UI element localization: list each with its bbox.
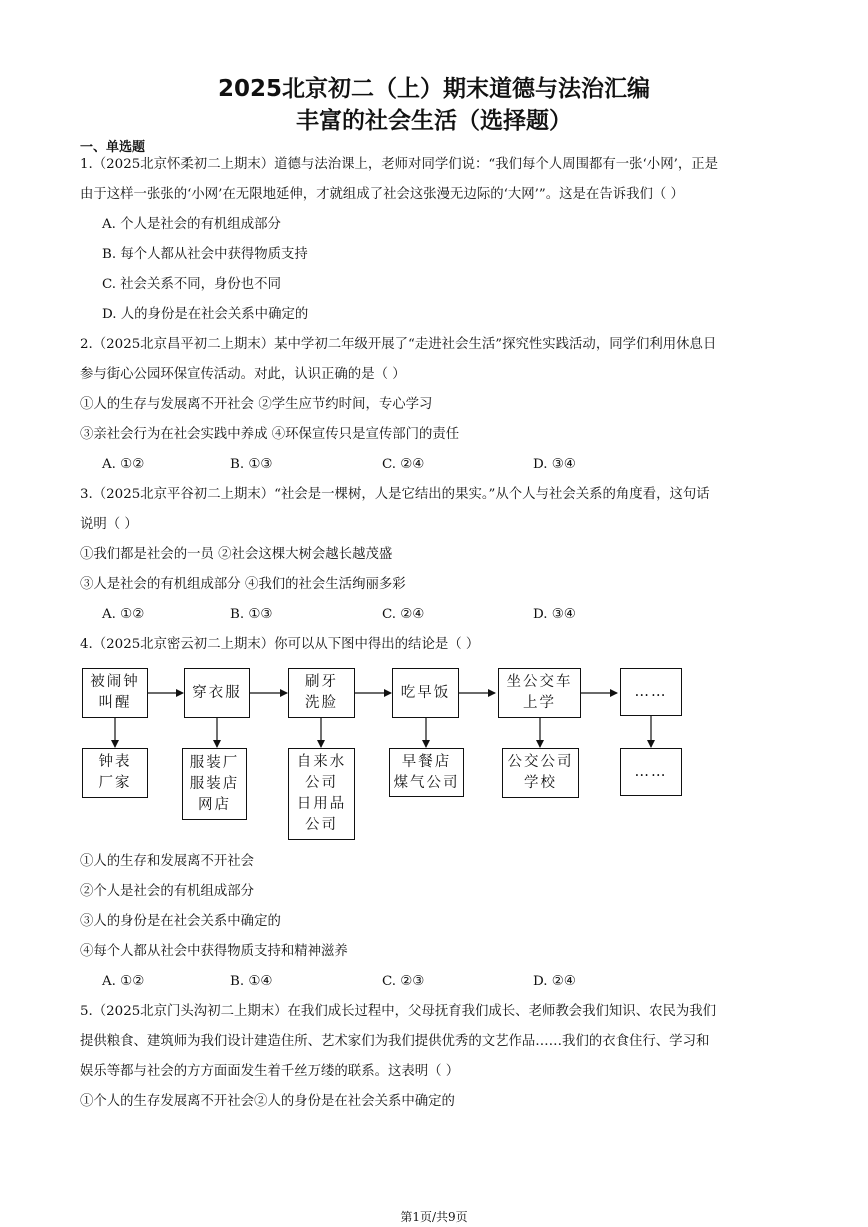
diagram-step-brush: 刷牙 洗脸	[288, 668, 355, 718]
document-subtitle: 丰富的社会生活（选择题）	[296, 108, 572, 134]
q4-statement-line: ②个人是社会的有机组成部分	[80, 884, 255, 899]
q4-option-d: D. ②④	[533, 974, 576, 989]
q1-stem-line: 由于这样一张张的‘小网’在无限地延伸，才就组成了社会这张漫无边际的‘大网’”。这是在告诉我们（ ）	[80, 187, 684, 202]
q2-option-c: C. ②④	[382, 457, 425, 472]
q4-option-a: A. ①②	[102, 974, 145, 989]
q2-stem-line: 参与街心公园环保宣传活动。对此，认识正确的是（ ）	[80, 367, 406, 382]
q3-statement-line: ①我们都是社会的一员 ②社会这棵大树会越长越茂盛	[80, 547, 393, 562]
q1-option-d: D. 人的身份是在社会关系中确定的	[102, 307, 309, 322]
page-number: 第1页/共9页	[400, 1210, 468, 1224]
diagram-provider-transit: 公交公司 学校	[502, 748, 579, 798]
q4-stem-line: 4.（2025北京密云初二上期末）你可以从下图中得出的结论是（ ）	[80, 637, 480, 652]
q2-statement-line: ③亲社会行为在社会实践中养成 ④环保宣传只是宣传部门的责任	[80, 427, 460, 442]
q5-stem-line: 娱乐等都与社会的方方面面发生着千丝万缕的联系。这表明（ ）	[80, 1064, 460, 1079]
diagram-provider-clothing: 服装厂 服装店 网店	[182, 748, 247, 820]
q4-option-c: C. ②③	[382, 974, 425, 989]
q1-option-b: B. 每个人都从社会中获得物质支持	[102, 247, 308, 262]
q3-statement-line: ③人是社会的有机组成部分 ④我们的社会生活绚丽多彩	[80, 577, 406, 592]
q5-stem-line: 提供粮食、建筑师为我们设计建造住所、艺术家们为我们提供优秀的文艺作品……我们的衣食住行、学习和	[80, 1034, 710, 1049]
q1-option-a: A. 个人是社会的有机组成部分	[102, 217, 281, 232]
q3-option-c: C. ②④	[382, 607, 425, 622]
diagram-step-breakfast: 吃早饭	[392, 668, 459, 718]
section-heading: 一、单选题	[80, 140, 146, 155]
q4-statement-line: ③人的身份是在社会关系中确定的	[80, 914, 281, 929]
diagram-step-alarm: 被闹钟 叫醒	[82, 668, 148, 718]
q2-statement-line: ①人的生存与发展离不开社会 ②学生应节约时间，专心学习	[80, 397, 433, 412]
document-title: 2025北京初二（上）期末道德与法治汇编	[217, 76, 650, 102]
q1-stem-line: 1.（2025北京怀柔初二上期末）道德与法治课上，老师对同学们说：“我们每个人周围都有一张‘小网’，正是	[80, 157, 719, 172]
q3-stem-line: 3.（2025北京平谷初二上期末）“社会是一棵树，人是它结出的果实。”从个人与社会关系的角度看，这句话	[80, 487, 710, 502]
diagram-step-dress: 穿衣服	[184, 668, 250, 718]
q4-option-b: B. ①④	[230, 974, 273, 989]
q3-option-b: B. ①③	[230, 607, 273, 622]
diagram-provider-water: 自来水 公司 日用品 公司	[288, 748, 355, 840]
diagram-provider-food: 早餐店 煤气公司	[389, 748, 464, 797]
q5-stem-line: 5.（2025北京门头沟初二上期末）在我们成长过程中，父母抚育我们成长、老师教会我们知识、农民为我们	[80, 1004, 717, 1019]
q2-option-a: A. ①②	[102, 457, 145, 472]
diagram-provider-clock: 钟表 厂家	[82, 748, 148, 798]
q3-option-a: A. ①②	[102, 607, 145, 622]
q3-option-d: D. ③④	[533, 607, 576, 622]
diagram-provider-more: ……	[620, 748, 682, 796]
q1-option-c: C. 社会关系不同，身份也不同	[102, 277, 281, 292]
diagram-step-bus: 坐公交车 上学	[498, 668, 581, 718]
diagram-step-more: ……	[620, 668, 682, 716]
q2-stem-line: 2.（2025北京昌平初二上期末）某中学初二年级开展了“走进社会生活”探究性实践活动，同学们利用休息日	[80, 337, 717, 352]
q4-statement-line: ④每个人都从社会中获得物质支持和精神滋养	[80, 944, 348, 959]
q5-statement-line: ①个人的生存发展离不开社会②人的身份是在社会关系中确定的	[80, 1094, 455, 1109]
q2-option-d: D. ③④	[533, 457, 576, 472]
q2-option-b: B. ①③	[230, 457, 273, 472]
q4-statement-line: ①人的生存和发展离不开社会	[80, 854, 255, 869]
q3-stem-line: 说明（ ）	[80, 517, 138, 532]
